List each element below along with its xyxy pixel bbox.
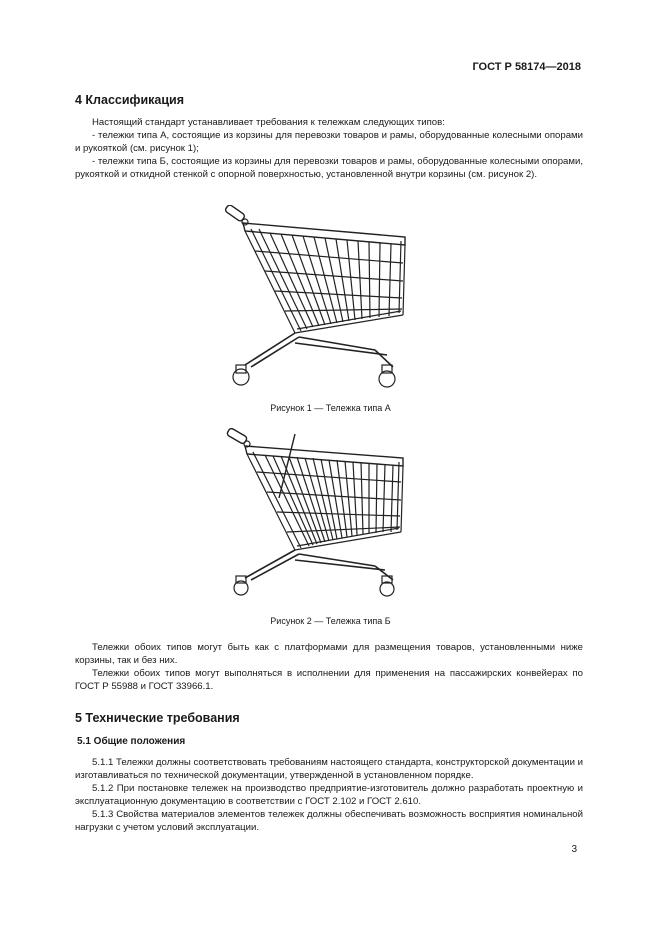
section-4-type-b: - тележки типа Б, состоящие из корзины для перевозки товаров и рамы, оборудованные колесными опорами, рукояткой и откидной стенкой с опорной поверхностью, установленной внутри корзины (см. рисунок 2). [75, 156, 583, 181]
clause-5-1-3: 5.1.3 Свойства материалов элементов тележек должны обеспечивать возможность восприятия номинальной нагрузки с учетом условий эксплуатации. [75, 809, 583, 834]
figure-1-caption: Рисунок 1 — Тележка типа А [270, 403, 391, 413]
page-number: 3 [571, 844, 577, 855]
section-4-intro: Настоящий стандарт устанавливает требования к тележкам следующих типов: [92, 117, 445, 128]
cart-type-a-figure [215, 205, 415, 395]
section-4-platform-note: Тележки обоих типов могут быть как с платформами для размещения товаров, установленными ниже корзины, так и без них. [75, 642, 583, 667]
section-5-title: 5 Технические требования [75, 711, 240, 725]
figure-2-caption: Рисунок 2 — Тележка типа Б [270, 616, 391, 626]
section-5-1-title: 5.1 Общие положения [77, 736, 186, 747]
document-id: ГОСТ Р 58174—2018 [472, 61, 581, 73]
section-4-title: 4 Классификация [75, 93, 185, 107]
section-4-type-a: - тележки типа А, состоящие из корзины для перевозки товаров и рамы, оборудованные колесными опорами и рукояткой (см. рисунок 1); [75, 130, 583, 155]
clause-5-1-1: 5.1.1 Тележки должны соответствовать требованиям настоящего стандарта, конструкторской документации и изготавливаться по технической документации, утвержденной в установленном порядке. [75, 757, 583, 782]
cart-type-b-figure [215, 428, 415, 598]
clause-5-1-2: 5.1.2 При постановке тележек на производство предприятие-изготовитель должно разработать проектную и эксплуатационную документацию в соответствии с ГОСТ 2.102 и ГОСТ 2.610. [75, 783, 583, 808]
section-4-conveyor-note: Тележки обоих типов могут выполняться в исполнении для применения на пассажирских конвейерах по ГОСТ Р 55988 и ГОСТ 33966.1. [75, 668, 583, 693]
